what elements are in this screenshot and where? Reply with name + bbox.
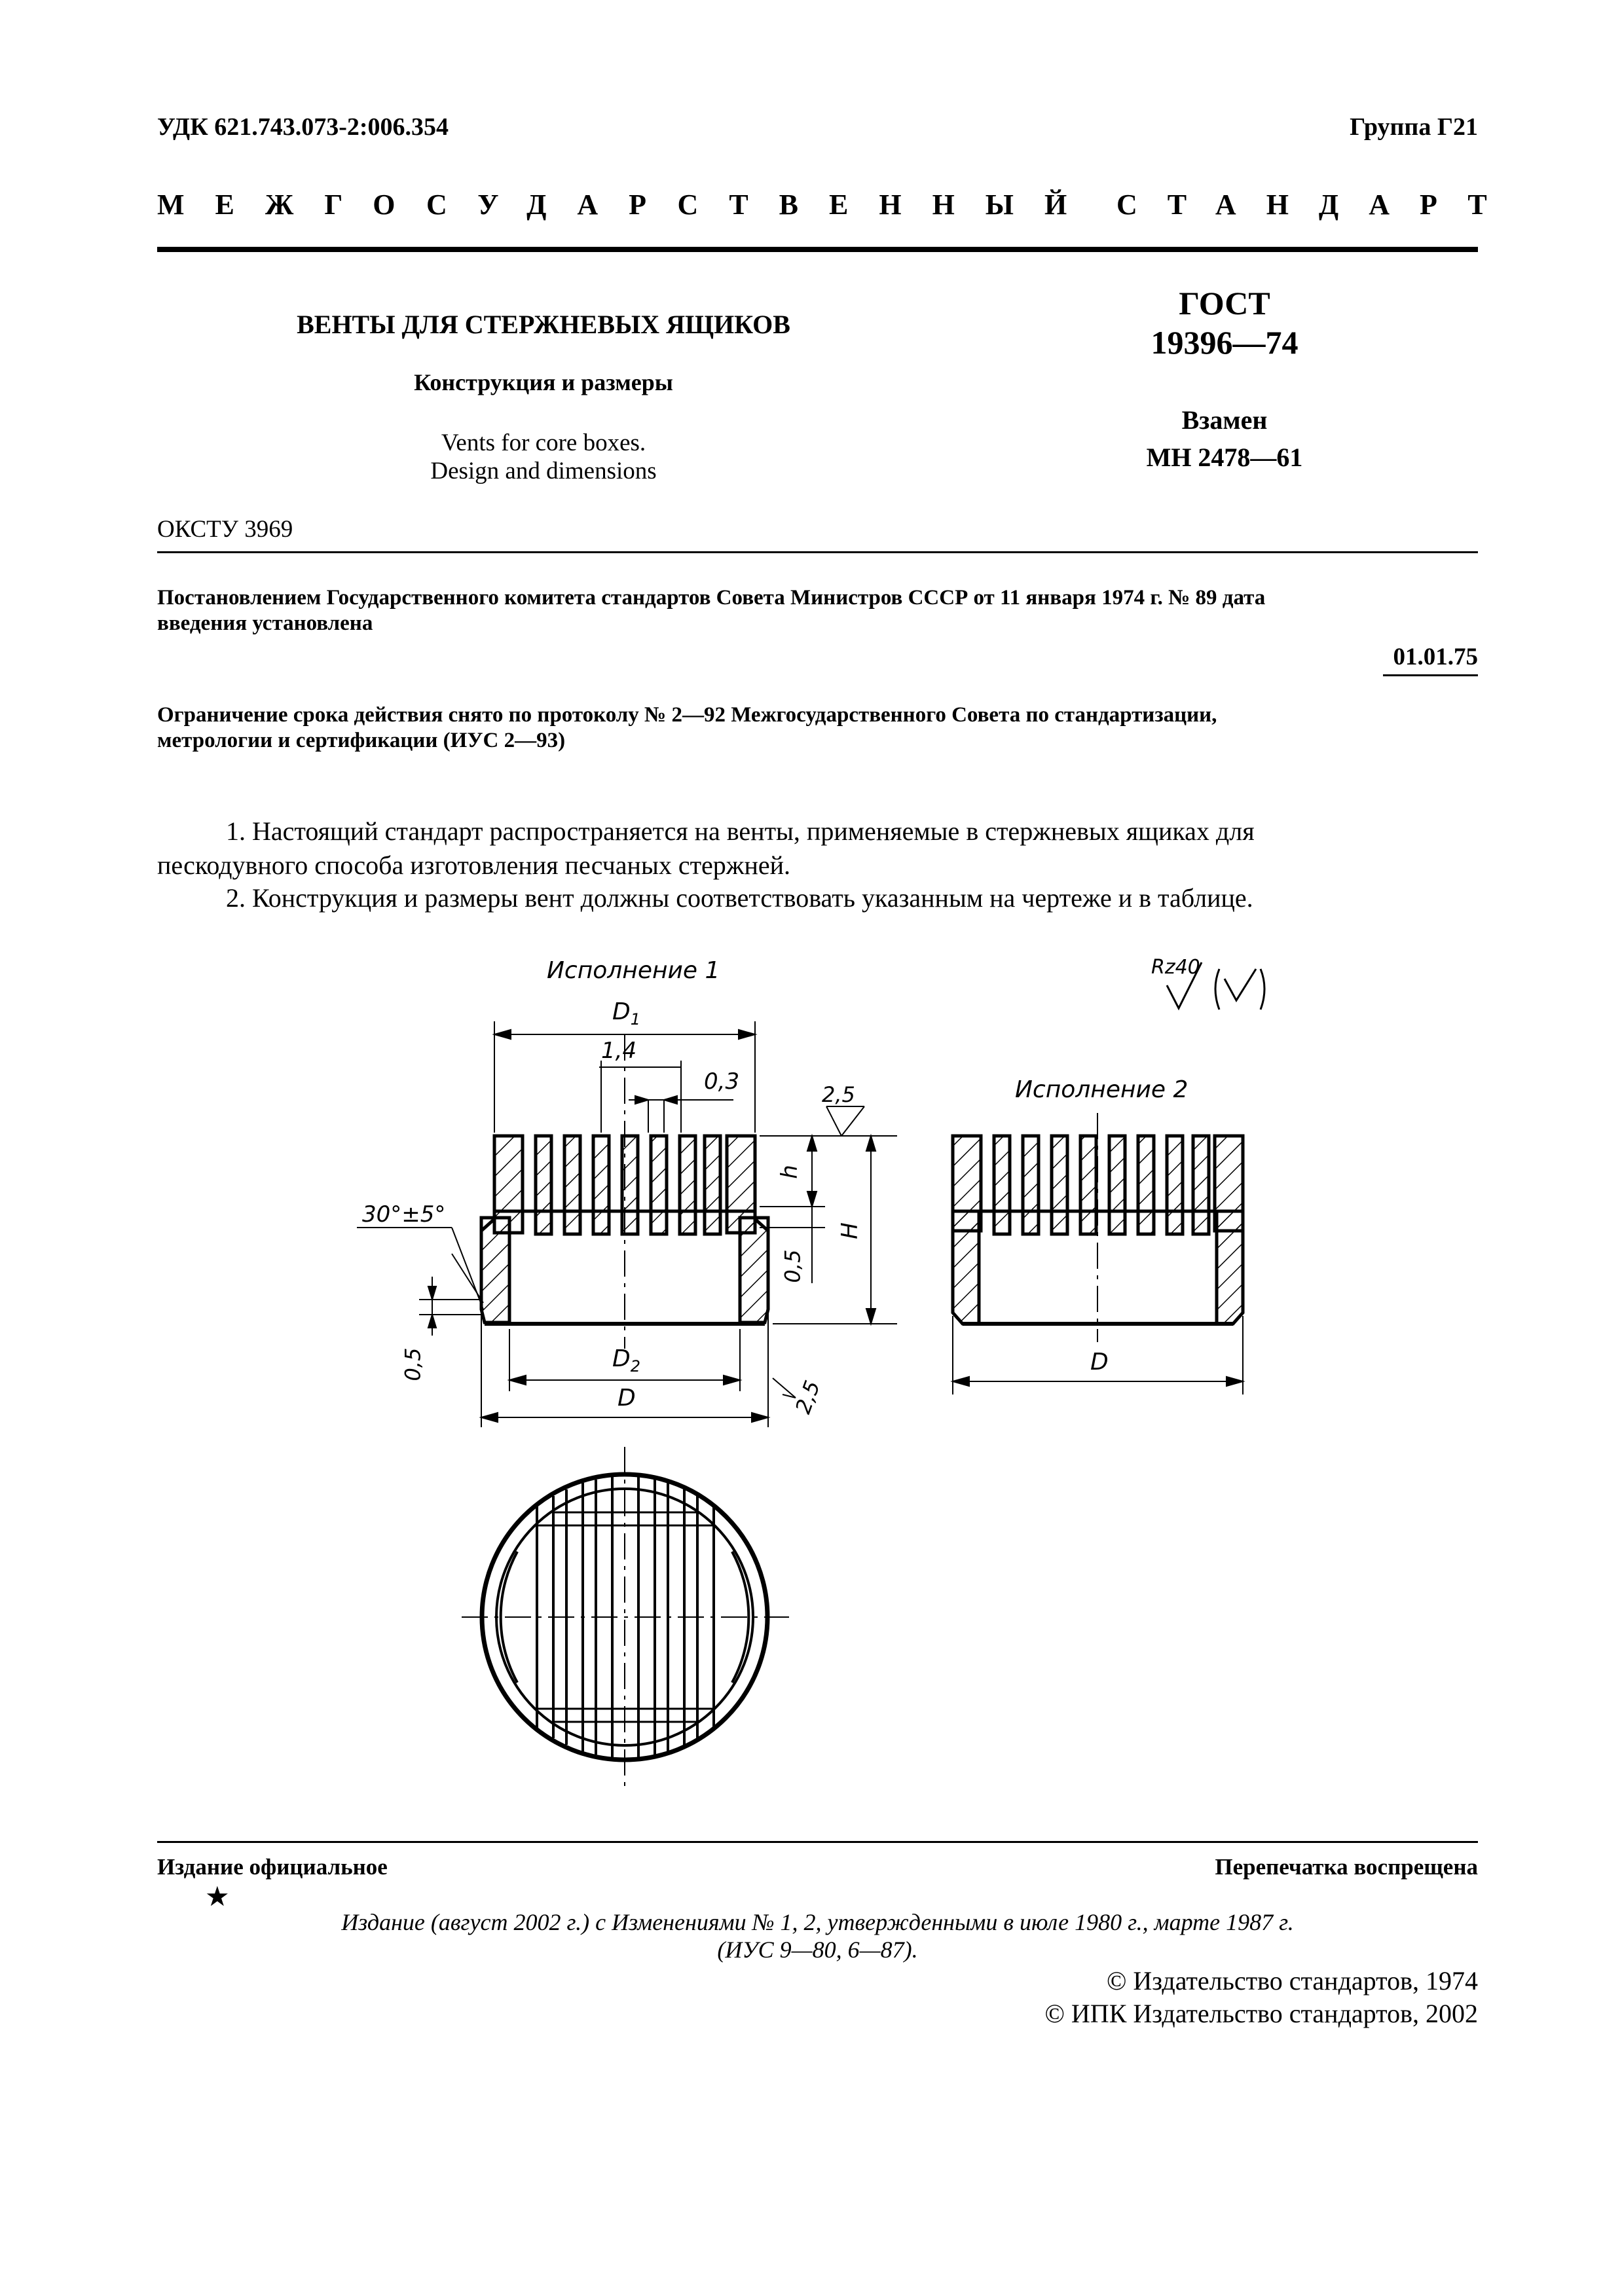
standard-title: ВЕНТЫ ДЛЯ СТЕРЖНЕВЫХ ЯЩИКОВ [297, 310, 790, 339]
dim-0-3-label: 0,3 [704, 1068, 740, 1095]
dim-d2-letter: D [612, 1345, 631, 1372]
plan-view [462, 1447, 789, 1791]
dim-2-5-bottom-label: 2,5 [790, 1377, 826, 1417]
replaces-label: Взамен [1181, 405, 1268, 435]
dim-angle-label: 30°±5° [362, 1201, 446, 1228]
dim-d1-label [612, 998, 640, 1029]
dim-0-5-right-label: 0,5 [780, 1249, 805, 1283]
dim-H-label: H [836, 1222, 863, 1239]
paragraph-2: 2. Конструкция и размеры вент должны соответствовать указанным на чертеже и в таблице. [226, 883, 1253, 913]
footer-rule [157, 1841, 1478, 1843]
edition-note-1: Издание (август 2002 г.) с Изменениями № 1, 2, утвержденными в июле 1980 г., марте 1987 г. [341, 1909, 1294, 1935]
roughness-label: Rz40 [1151, 956, 1200, 979]
udk-code: УДК 621.743.073-2:006.354 [157, 113, 449, 141]
dim-2-5-top-label: 2,5 [822, 1082, 855, 1107]
dim-d-label: D [617, 1385, 636, 1412]
paragraph-1-line-1: 1. Настоящий стандарт распространяется на венты, применяемые в стержневых ящиках для [226, 816, 1255, 846]
limitation-text-2: метрологии и сертификации (ИУС 2—93) [157, 729, 566, 752]
decree-text-1: Постановлением Государственного комитета стандартов Совета Министров СССР от 11 января 1974 г. № 89 дата [157, 586, 1266, 610]
gost-number: 19396—74 [1151, 324, 1299, 361]
star-icon: ★ [205, 1882, 230, 1912]
decree-date: 01.01.75 [1393, 644, 1478, 670]
replaces-number: МН 2478—61 [1146, 443, 1303, 472]
variant2-label: Исполнение 2 [1015, 1076, 1189, 1103]
dim-d1-sub: 1 [630, 1010, 641, 1029]
limitation-text-1: Ограничение срока действия снято по протоколу № 2—92 Межгосударственного Совета по стандартизации, [157, 703, 1217, 727]
gost-label: ГОСТ [1179, 285, 1270, 321]
group-code: Группа Г21 [1350, 113, 1478, 141]
banner-standard: СТАНДАРТ [1116, 189, 1517, 221]
variant2-section [953, 1113, 1243, 1342]
dim-d2-label [612, 1345, 640, 1376]
dim-0-5-left-label: 0,5 [400, 1347, 426, 1381]
banner-interstate: МЕЖГОСУДАРСТВЕННЫЙ [157, 189, 1098, 221]
copyright-2002: © ИПК Издательство стандартов, 2002 [1044, 1999, 1478, 2028]
standard-subtitle: Конструкция и размеры [414, 369, 673, 395]
dim-d2-sub: 2 [630, 1357, 641, 1376]
variant1-label: Исполнение 1 [547, 957, 720, 984]
dim-1-4-label: 1,4 [601, 1038, 637, 1064]
okstu-code: ОКСТУ 3969 [157, 516, 293, 543]
copyright-1974: © Издательство стандартов, 1974 [1106, 1966, 1478, 1995]
edition-note-2: (ИУС 9—80, 6—87). [717, 1937, 918, 1963]
official-edition: Издание официальное [157, 1854, 388, 1880]
dim-d1-letter: D [612, 998, 631, 1025]
decree-text-2: введения установлена [157, 611, 373, 635]
english-title-2: Design and dimensions [430, 458, 657, 484]
english-title-1: Vents for core boxes. [441, 429, 646, 456]
paragraph-1-line-2: пескодувного способа изготовления песчаных стержней. [157, 850, 791, 880]
variant2-dim-d-label: D [1090, 1349, 1109, 1376]
dim-h-label: h [776, 1165, 803, 1179]
reprint-prohibited: Перепечатка воспрещена [1215, 1854, 1478, 1880]
